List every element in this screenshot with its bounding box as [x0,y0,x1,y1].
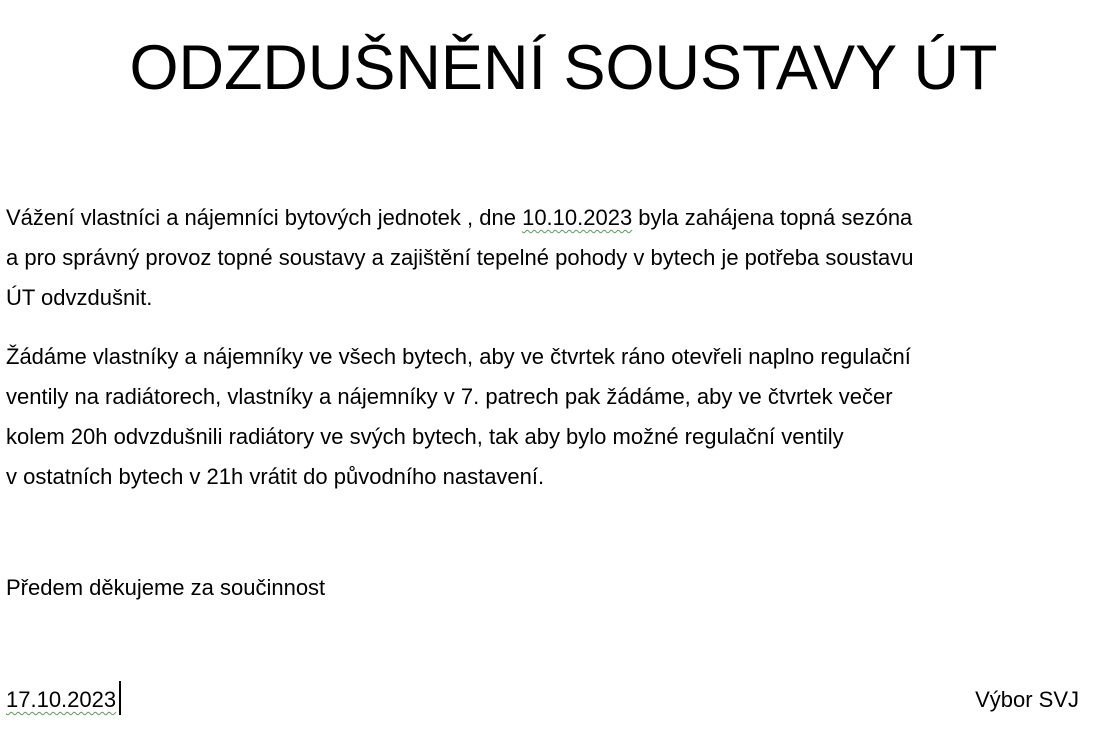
paragraph-intro-line-3: ÚT odvzdušnit. [6,285,153,310]
closing-line: Předem děkujeme za součinnost [6,575,326,600]
footer-date[interactable] [6,680,121,720]
paragraph-request-line-4: v ostatních bytech v 21h vrátit do původního nastavení. [6,464,545,489]
footer-signature: Výbor SVJ [975,687,1079,712]
paragraph-request-line-1: Žádáme vlastníky a nájemníky ve všech bytech, aby ve čtvrtek ráno otevřeli naplno regulační [6,344,911,369]
paragraph-request-line-2: ventily na radiátorech, vlastníky a nájemníky v 7. patrech pak žádáme, aby ve čtvrtek večer [6,384,893,409]
text-cursor [119,681,121,715]
footer-date-value: 17.10.2023 [6,687,117,712]
document-title: ODZDUŠNĚNÍ SOUSTAVY ÚT [129,33,998,103]
season-start-date: 10.10.2023 [522,205,633,230]
paragraph-request [6,337,1101,497]
paragraph-intro [6,198,1101,318]
paragraph-request-line-3: kolem 20h odvzdušnili radiátory ve svých bytech, tak aby bylo možné regulační ventily [6,424,844,449]
intro-text-after-date: byla zahájena topná sezóna [632,205,913,230]
intro-text-before-date: Vážení vlastníci a nájemníci bytových jednotek , dne [6,205,523,230]
paragraph-intro-line-1 [6,198,1101,238]
paragraph-intro-line-2: a pro správný provoz topné soustavy a zajištění tepelné pohody v bytech je potřeba soustavu [6,245,914,270]
